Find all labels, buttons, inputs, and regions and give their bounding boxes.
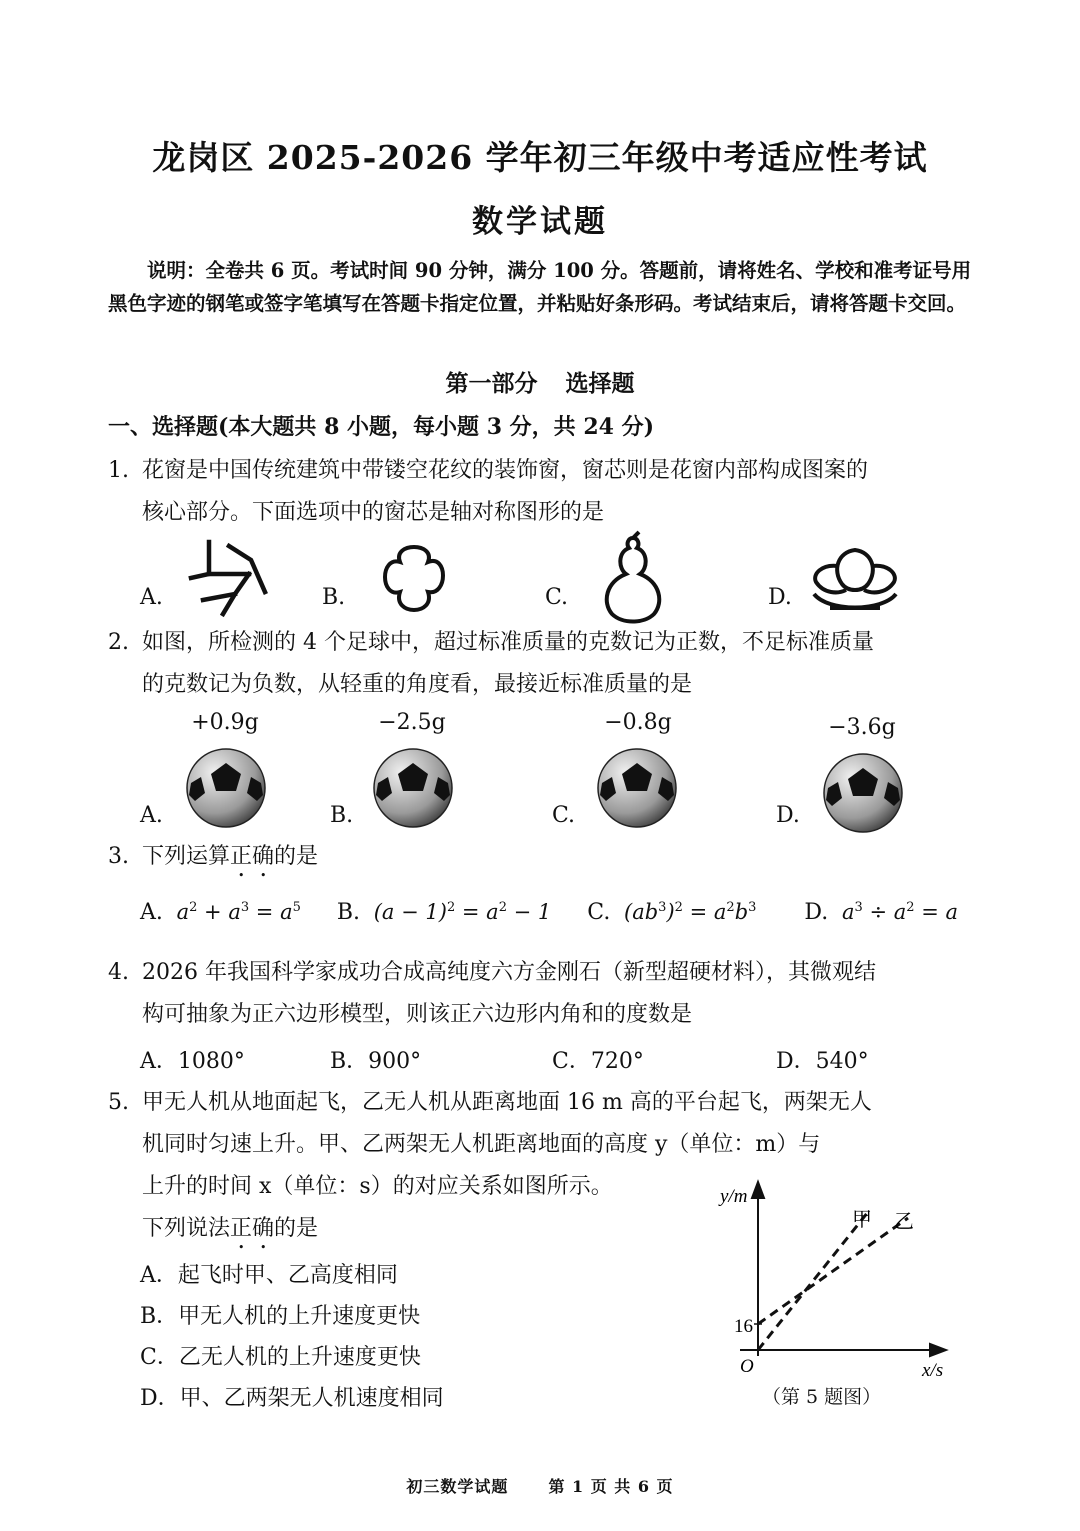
question-3 — [108, 836, 978, 882]
soccer-ball-c-icon — [596, 747, 678, 829]
q3-option-b-expr: $(a - 1)^2 = a^2 - 1$ — [367, 900, 552, 924]
q2-option-d-label: D. — [776, 803, 800, 828]
q1-text-line1: 花窗是中国传统建筑中带镂空花纹的装饰窗，窗芯则是花窗内部构成图案的 — [142, 458, 869, 483]
q4-option-c: C．720° — [552, 1049, 644, 1074]
q1-number: 1. — [108, 458, 129, 483]
q2-option-a-label: A. — [140, 803, 163, 828]
quatrefoil-window-icon — [370, 540, 458, 620]
lotus-window-icon — [808, 538, 903, 618]
question-4 — [108, 952, 978, 1036]
question-2 — [108, 622, 978, 706]
q1-option-d-label: D. — [768, 585, 792, 610]
q3-option-c-label: C. — [587, 900, 611, 925]
y-axis-label: y/m — [720, 1186, 748, 1207]
q5-text-line3: 上升的时间 x（单位：s）的对应关系如图所示。 — [142, 1174, 613, 1199]
exam-notice: 说明：全卷共 6 页。考试时间 90 分钟，满分 100 分。答题前，请将姓名、学校和准考证号用黑色字迹的钢笔或签字笔填写在答题卡指定位置，并粘贴好条形码。考试结束后，请将答题卡交回。 — [108, 259, 972, 315]
q3-options-row — [140, 900, 958, 925]
q5-text-line2: 机同时匀速上升。甲、乙两架无人机距离地面的高度 y（单位：m）与 — [142, 1132, 821, 1157]
exam-subtitle: 数学试题 — [472, 204, 608, 240]
q1-option-a-label: A. — [140, 585, 163, 610]
q3-option-a-expr: $a^2 + a^3 = a^5$ — [169, 900, 301, 924]
footer-page-number: 第 1 页 共 6 页 — [548, 1477, 674, 1496]
q5-text-line1: 甲无人机从地面起飞，乙无人机从距离地面 16 m 高的平台起飞，两架无人 — [142, 1090, 872, 1115]
q4-option-d: D．540° — [776, 1049, 869, 1074]
q5-option-b: B．甲无人机的上升速度更快 — [140, 1304, 421, 1329]
q2-option-b-label: B. — [330, 803, 354, 828]
q5-option-c: C．乙无人机的上升速度更快 — [140, 1345, 421, 1370]
q3-option-c-expr: $(ab^3)^2 = a^2b^3$ — [617, 900, 757, 924]
q5-option-d: D．甲、乙两架无人机速度相同 — [140, 1386, 444, 1411]
series-jia-line — [758, 1212, 868, 1350]
q2-number: 2. — [108, 630, 129, 655]
ball-a-weight: +0.9g — [191, 710, 259, 735]
q2-text-line1: 如图，所检测的 4 个足球中，超过标准质量的克数记为正数，不足标准质量 — [142, 630, 874, 655]
question-1 — [108, 450, 978, 534]
q3-option-d-label: D. — [804, 900, 829, 925]
q5-number: 5. — [108, 1090, 129, 1115]
q4-text-line2: 构可抽象为正六边形模型，则该正六边形内角和的度数是 — [142, 1002, 693, 1027]
x-axis-label: x/s — [922, 1360, 944, 1381]
ball-c-weight: −0.8g — [604, 710, 672, 735]
chart-caption: （第 5 题图） — [762, 1386, 882, 1408]
series-yi-line — [758, 1218, 908, 1324]
part-heading — [0, 365, 1080, 398]
q3-number: 3. — [108, 844, 129, 869]
q3-option-a-label: A. — [140, 900, 163, 925]
q3-text-post: 的是 — [274, 844, 319, 869]
q5-option-a: A．起飞时甲、乙高度相同 — [140, 1263, 398, 1288]
q5-text-post: 的是 — [274, 1216, 319, 1241]
q4-number: 4. — [108, 960, 129, 985]
section-heading: 一、选择题(本大题共 8 小题，每小题 3 分，共 24 分) — [108, 414, 655, 440]
q1-option-c-label: C. — [545, 585, 569, 610]
soccer-ball-b-icon — [372, 747, 454, 829]
series-yi-label: 乙 — [894, 1209, 914, 1233]
part-title: 选择题 — [565, 370, 635, 397]
soccer-ball-a-icon — [185, 747, 267, 829]
q4-text-line1: 2026 年我国科学家成功合成高纯度六方金刚石（新型超硬材料），其微观结 — [142, 960, 876, 985]
page-footer — [0, 1474, 1080, 1497]
exam-title: 龙岗区 2025-2026 学年初三年级中考适应性考试 — [152, 138, 928, 177]
q3-text-emphasis: 正确 — [230, 844, 275, 869]
q5-text-emphasis: 正确 — [230, 1216, 275, 1241]
origin-label: O — [740, 1356, 754, 1377]
q2-text-line2: 的克数记为负数，从轻重的角度看，最接近标准质量的是 — [142, 672, 693, 697]
y-tick-label: 16 — [734, 1316, 753, 1337]
gourd-window-icon — [598, 530, 668, 625]
q3-text-pre: 下列运算 — [142, 844, 231, 869]
footer-subject: 初三数学试题 — [406, 1477, 509, 1496]
q1-text-line2: 核心部分。下面选项中的窗芯是轴对称图形的是 — [142, 500, 605, 525]
q4-option-a: A．1080° — [140, 1049, 245, 1074]
x-axis-arrow — [930, 1344, 946, 1356]
part-name: 第一部分 — [445, 370, 538, 397]
window-pattern-a-icon — [185, 538, 275, 618]
q3-option-b-label: B. — [336, 900, 361, 925]
q4-option-b: B．900° — [330, 1049, 422, 1074]
q5-text-pre: 下列说法 — [142, 1216, 231, 1241]
q1-option-b-label: B. — [322, 585, 346, 610]
ball-d-weight: −3.6g — [828, 715, 896, 740]
y-axis-arrow — [752, 1182, 764, 1198]
series-jia-label: 甲 — [852, 1207, 872, 1231]
q2-option-c-label: C. — [552, 803, 576, 828]
soccer-ball-d-icon — [822, 752, 904, 834]
ball-b-weight: −2.5g — [378, 710, 446, 735]
q3-option-d-expr: $a^3 \div a^2 = a$ — [835, 900, 958, 924]
